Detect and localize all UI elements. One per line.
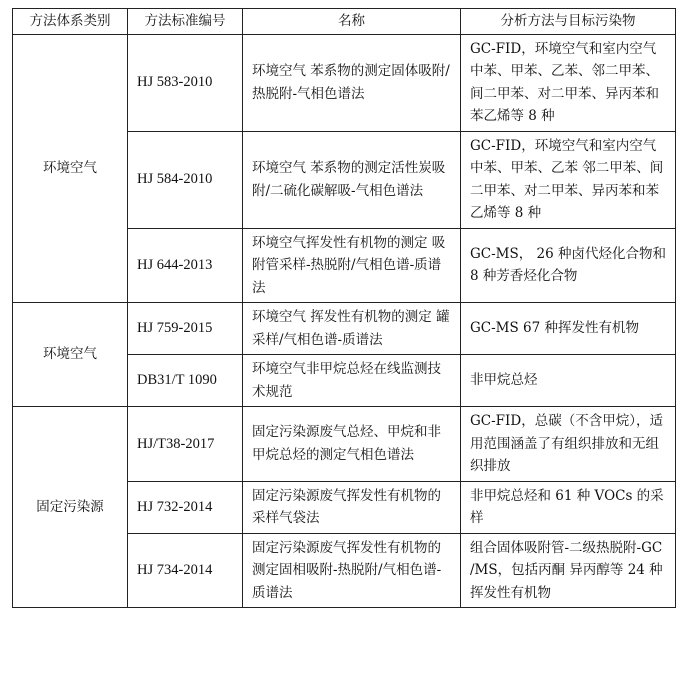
method-cell: GC-MS， 26 种卤代烃化合物和 8 种芳香烃化合物 xyxy=(461,228,676,303)
name-cell: 固定污染源废气挥发性有机物的测定固相吸附-热脱附/气相色谱-质谱法 xyxy=(243,533,461,608)
method-cell: GC-MS 67 种挥发性有机物 xyxy=(461,303,676,355)
standard-number-cell: HJ 584-2010 xyxy=(128,131,243,228)
name-cell: 环境空气非甲烷总烃在线监测技术规范 xyxy=(243,355,461,407)
name-cell: 固定污染源废气挥发性有机物的采样气袋法 xyxy=(243,481,461,533)
standard-number-cell: HJ 732-2014 xyxy=(128,481,243,533)
standard-number-cell: HJ 644-2013 xyxy=(128,228,243,303)
standard-number-cell: HJ/T38-2017 xyxy=(128,407,243,482)
name-cell: 环境空气 苯系物的测定固体吸附/热脱附-气相色谱法 xyxy=(243,34,461,131)
category-cell: 固定污染源 xyxy=(13,407,128,608)
header-standard-number: 方法标准编号 xyxy=(128,9,243,35)
standard-number-cell: HJ 734-2014 xyxy=(128,533,243,608)
table-row xyxy=(13,407,676,482)
standard-number-cell: HJ 759-2015 xyxy=(128,303,243,355)
header-row xyxy=(13,9,676,35)
header-category: 方法体系类别 xyxy=(13,9,128,35)
header-name: 名称 xyxy=(243,9,461,35)
method-cell: GC-FID，环境空气和室内空气中苯、甲苯、乙苯、邻二甲苯、间二甲苯、对二甲苯、异丙苯和苯乙烯等 8 种 xyxy=(461,34,676,131)
table-row xyxy=(13,303,676,355)
standard-number-cell: DB31/T 1090 xyxy=(128,355,243,407)
name-cell: 环境空气挥发性有机物的测定 吸附管采样-热脱附/气相色谱-质谱法 xyxy=(243,228,461,303)
header-method-target: 分析方法与目标污染物 xyxy=(461,9,676,35)
name-cell: 固定污染源废气总烃、甲烷和非甲烷总烃的测定气相色谱法 xyxy=(243,407,461,482)
name-cell: 环境空气 挥发性有机物的测定 罐采样/气相色谱-质谱法 xyxy=(243,303,461,355)
category-cell: 环境空气 xyxy=(13,303,128,407)
method-cell: 非甲烷总烃 xyxy=(461,355,676,407)
method-cell: GC-FID，总碳（不含甲烷），适用范围涵盖了有组织排放和无组织排放 xyxy=(461,407,676,482)
standard-number-cell: HJ 583-2010 xyxy=(128,34,243,131)
method-cell: 非甲烷总烃和 61 种 VOCs 的采样 xyxy=(461,481,676,533)
category-cell: 环境空气 xyxy=(13,34,128,303)
method-cell: GC-FID，环境空气和室内空气中苯、甲苯、乙苯 邻二甲苯、间二甲苯、对二甲苯、异丙苯和苯乙烯等 8 种 xyxy=(461,131,676,228)
table-row xyxy=(13,34,676,131)
method-cell: 组合固体吸附管-二级热脱附-GC /MS，包括丙酮 异丙醇等 24 种挥发性有机物 xyxy=(461,533,676,608)
page-container xyxy=(12,8,676,608)
standards-table xyxy=(12,8,676,608)
name-cell: 环境空气 苯系物的测定活性炭吸附/二硫化碳解吸-气相色谱法 xyxy=(243,131,461,228)
